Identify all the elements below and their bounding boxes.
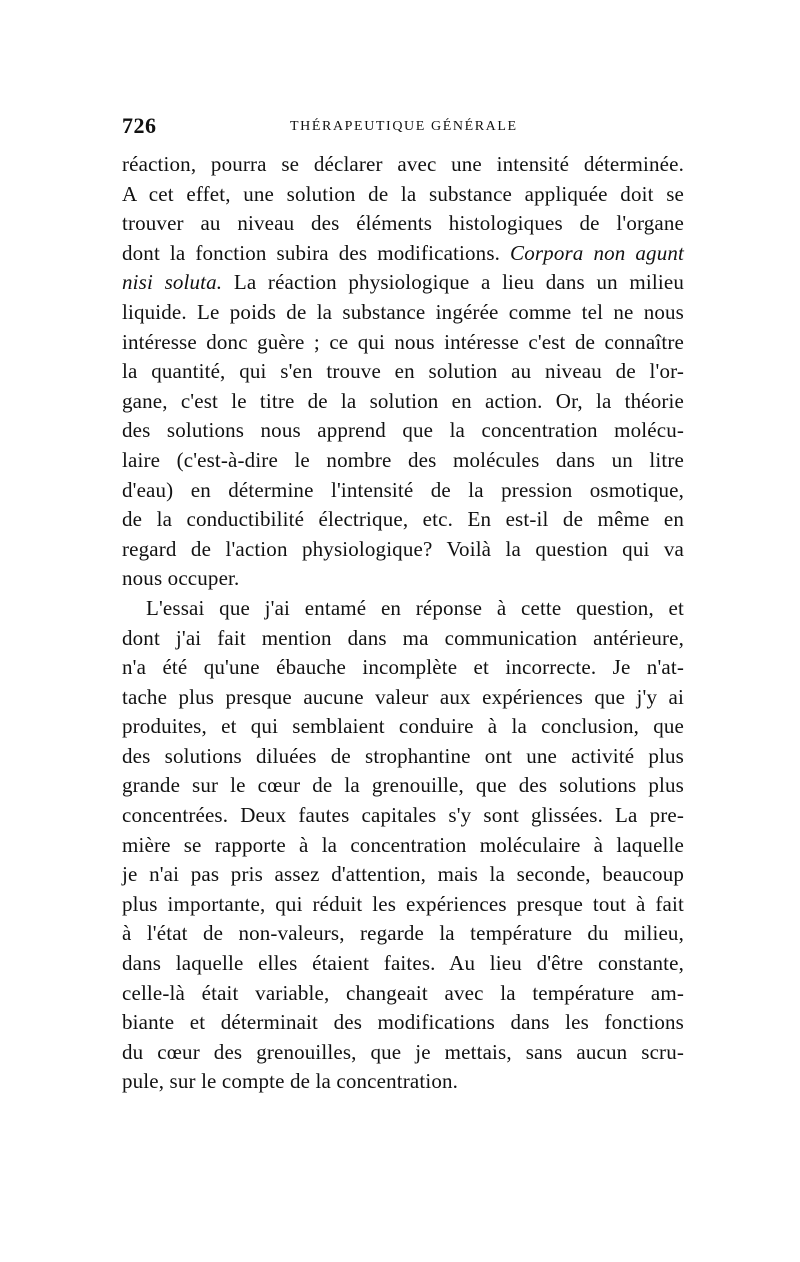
text-line: concentrées. Deux fautes capitales s'y sont glissées. La pre- — [122, 803, 684, 828]
text-line: d'eau) en détermine l'intensité de la pression osmotique, — [122, 477, 684, 502]
text-segment: La réaction physiologique a lieu dans un milieu — [233, 270, 684, 295]
text-line: gane, c'est le titre de la solution en action. Or, la théorie — [122, 388, 684, 413]
text-line: laire (c'est-à-dire le nombre des molécules dans un litre — [122, 447, 684, 472]
text-line: à l'état de non-valeurs, regarde la température du milieu, — [122, 921, 684, 946]
text-line: du cœur des grenouilles, que je mettais, sans aucun scru- — [122, 1039, 684, 1064]
latin-quote: Corpora non agunt — [510, 240, 684, 265]
text-line — [122, 268, 684, 298]
text-line: celle-là était variable, changeait avec la température am- — [122, 980, 684, 1005]
paragraph-first-line: L'essai que j'ai entamé en réponse à cette question, et — [146, 595, 684, 620]
text-line: dont j'ai fait mention dans ma communication antérieure, — [122, 625, 684, 650]
text-line: A cet effet, une solution de la substance appliquée doit se — [122, 181, 684, 206]
text-line: trouver au niveau des éléments histologiques de l'organe — [122, 211, 684, 236]
text-line: tache plus presque aucune valeur aux expériences que j'y ai — [122, 684, 684, 709]
text-line: produites, et qui semblaient conduire à la conclusion, que — [122, 714, 684, 739]
text-line: intéresse donc guère ; ce qui nous intéresse c'est de connaître — [122, 329, 684, 354]
page-number: 726 — [122, 113, 157, 138]
paragraph-last-line: pule, sur le compte de la concentration. — [122, 1069, 459, 1094]
text-line: des solutions nous apprend que la concentration molécu- — [122, 418, 684, 443]
text-line: biante et déterminait des modifications dans les fonctions — [122, 1010, 684, 1035]
text-line: dans laquelle elles étaient faites. Au lieu d'être constante, — [122, 951, 684, 976]
text-line: la quantité, qui s'en trouve en solution au niveau de l'or- — [122, 359, 684, 384]
body-text — [122, 150, 684, 1097]
text-line: plus importante, qui réduit les expériences presque tout à fait — [122, 891, 684, 916]
page-header — [122, 113, 684, 143]
text-line: je n'ai pas pris assez d'attention, mais la seconde, beaucoup — [122, 862, 684, 887]
running-head: THÉRAPEUTIQUE GÉNÉRALE — [290, 119, 518, 134]
text-line: n'a été qu'une ébauche incomplète et incorrecte. Je n'at- — [122, 655, 684, 680]
text-line: regard de l'action physiologique? Voilà la question qui va — [122, 536, 684, 561]
text-line: grande sur le cœur de la grenouille, que des solutions plus — [122, 773, 684, 798]
text-line: liquide. Le poids de la substance ingérée comme tel ne nous — [122, 299, 684, 324]
text-line: de la conductibilité électrique, etc. En est-il de même en — [122, 507, 684, 532]
text-segment: dont la fonction subira des modifications. — [122, 240, 501, 265]
text-line — [122, 239, 684, 269]
text-line: mière se rapporte à la concentration moléculaire à laquelle — [122, 832, 684, 857]
text-line: des solutions diluées de strophantine ont une activité plus — [122, 743, 684, 768]
text-line: réaction, pourra se déclarer avec une intensité déterminée. — [122, 152, 684, 176]
paragraph-last-line: nous occuper. — [122, 566, 240, 591]
latin-quote: nisi soluta. — [122, 270, 223, 295]
